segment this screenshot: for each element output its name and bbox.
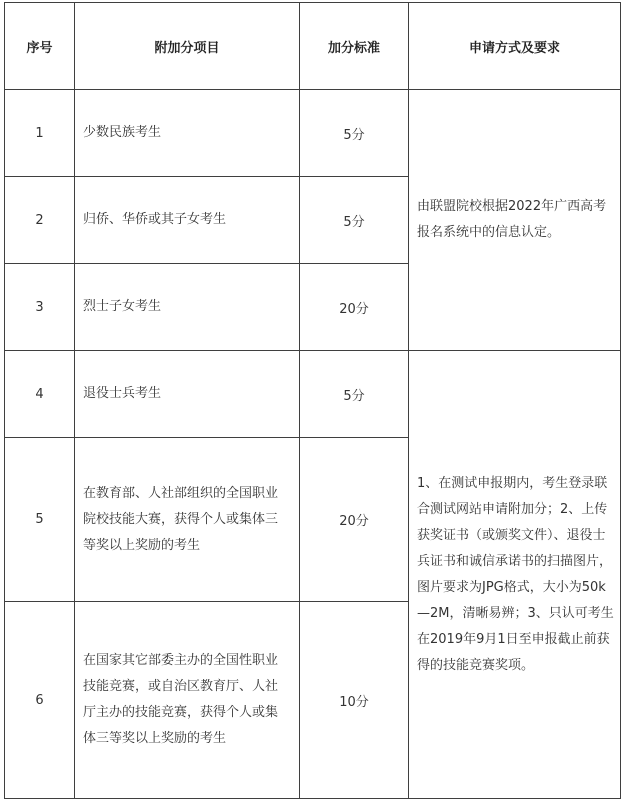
row-score: 5分 <box>300 351 409 438</box>
row-score: 5分 <box>300 177 409 264</box>
method-group-2: 1、在测试申报期内，考生登录联合测试网站申请附加分；2、上传获奖证书（或颁奖文件）、退役士兵证书和诚信承诺书的扫描图片，图片要求为JPG格式，大小为50k—2M，清晰易辨；3、只认可考生在2019年9月1日至申报截止前获得的技能竞赛奖项。 <box>409 351 621 799</box>
row-score: 20分 <box>300 438 409 602</box>
header-method: 申请方式及要求 <box>409 3 621 90</box>
method-group-1: 由联盟院校根据2022年广西高考报名系统中的信息认定。 <box>409 90 621 351</box>
row-score: 20分 <box>300 264 409 351</box>
row-item: 在国家其它部委主办的全国性职业技能竞赛，或自治区教育厅、人社厅主办的技能竞赛，获得个人或集体三等奖以上奖励的考生 <box>75 602 300 799</box>
row-no: 5 <box>5 438 75 602</box>
header-score: 加分标准 <box>300 3 409 90</box>
row-score: 10分 <box>300 602 409 799</box>
row-item: 烈士子女考生 <box>75 264 300 351</box>
row-no: 3 <box>5 264 75 351</box>
row-no: 6 <box>5 602 75 799</box>
row-item: 在教育部、人社部组织的全国职业院校技能大赛，获得个人或集体三等奖以上奖励的考生 <box>75 438 300 602</box>
header-item: 附加分项目 <box>75 3 300 90</box>
table-row <box>5 351 621 438</box>
row-item: 归侨、华侨或其子女考生 <box>75 177 300 264</box>
row-score: 5分 <box>300 90 409 177</box>
table-row <box>5 90 621 177</box>
row-no: 1 <box>5 90 75 177</box>
row-no: 2 <box>5 177 75 264</box>
row-item: 退役士兵考生 <box>75 351 300 438</box>
row-no: 4 <box>5 351 75 438</box>
table-header-row <box>5 3 621 90</box>
header-no: 序号 <box>5 3 75 90</box>
bonus-points-table <box>4 2 621 799</box>
row-item: 少数民族考生 <box>75 90 300 177</box>
